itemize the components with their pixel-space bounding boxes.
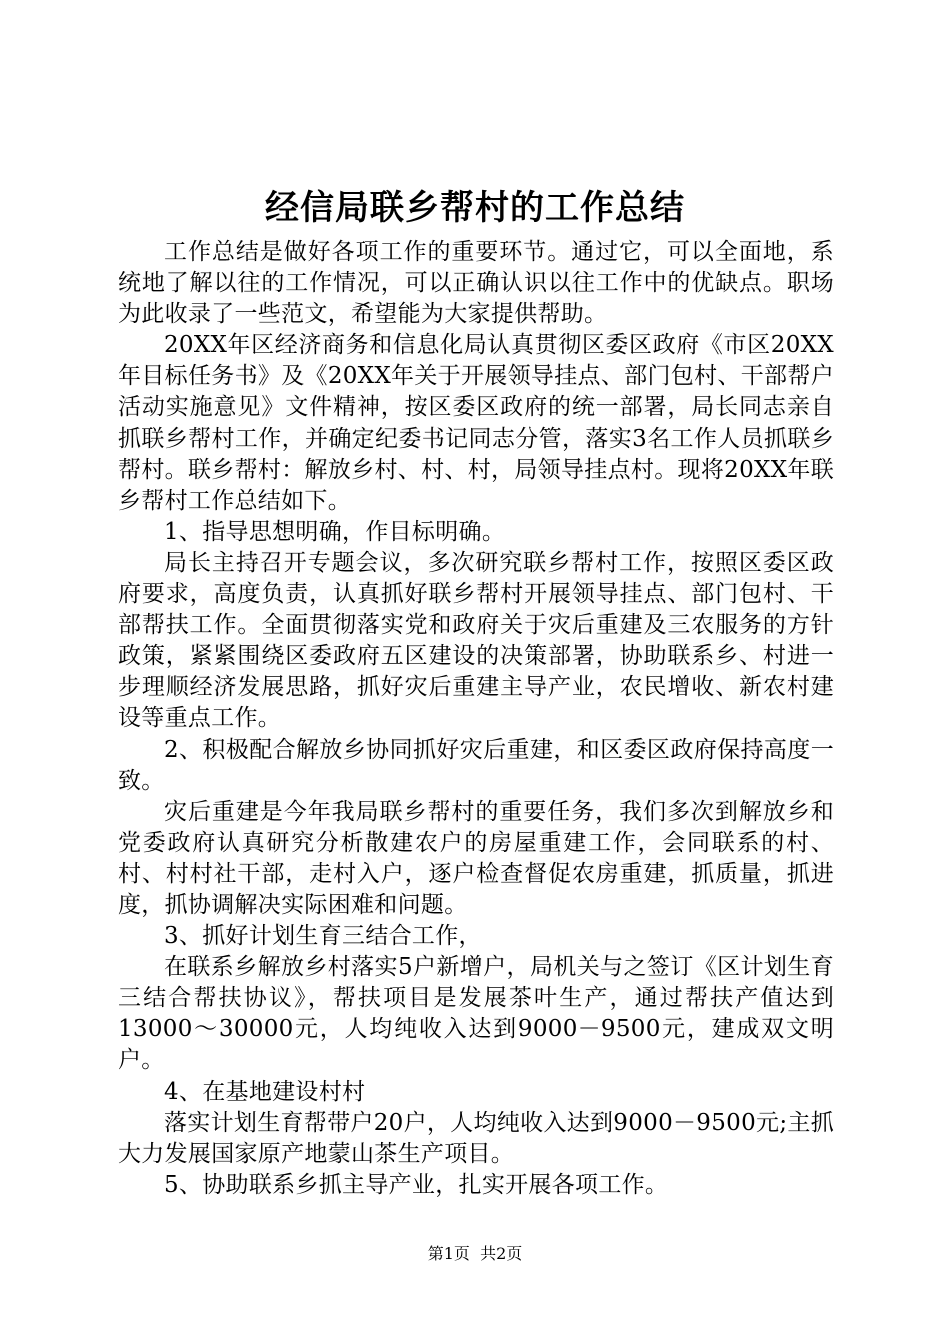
paragraph-section-3: 在联系乡解放乡村落实5户新增户，局机关与之签订《区计划生育三结合帮扶协议》，帮扶项目是发展茶叶生产，通过帮扶产值达到13000～30000元，人均纯收入达到9000－9500元，建成双文明户。	[118, 954, 834, 1074]
page-indicator: 第1页 共2页	[427, 1244, 523, 1263]
section-heading-2: 2、积极配合解放乡协同抓好灾后重建，和区委区政府保持高度一致。	[118, 736, 834, 794]
document-title: 经信局联乡帮村的工作总结	[265, 188, 685, 228]
paragraph-overview: 20XX年区经济商务和信息化局认真贯彻区委区政府《市区20XX年目标任务书》及《20XX年关于开展领导挂点、部门包村、干部帮户活动实施意见》文件精神，按区委区政府的统一部署，局长同志亲自抓联乡帮村工作，并确定纪委书记同志分管，落实3名工作人员抓联乡帮村。联乡帮村：解放乡村、村、村，局领导挂点村。现将20XX年联乡帮村工作总结如下。	[118, 332, 834, 514]
section-heading-1: 1、指导思想明确，作目标明确。	[164, 518, 506, 545]
paragraph-section-2: 灾后重建是今年我局联乡帮村的重要任务，我们多次到解放乡和党委政府认真研究分析散建农户的房屋重建工作，会同联系的村、村、村村社干部，走村入户，逐户检查督促农房重建，抓质量，抓进度，抓协调解决实际困难和问题。	[118, 798, 834, 918]
paragraph-section-1: 局长主持召开专题会议，多次研究联乡帮村工作，按照区委区政府要求，高度负责，认真抓好联乡帮村开展领导挂点、部门包村、干部帮扶工作。全面贯彻落实党和政府关于灾后重建及三农服务的方针政策，紧紧围绕区委政府五区建设的决策部署，协助联系乡、村进一步理顺经济发展思路，抓好灾后重建主导产业，农民增收、新农村建设等重点工作。	[118, 549, 834, 732]
section-heading-4: 4、在基地建设村村	[164, 1078, 366, 1105]
page-footer	[0, 1244, 950, 1264]
paragraph-intro: 工作总结是做好各项工作的重要环节。通过它，可以全面地，系统地了解以往的工作情况，可以正确认识以往工作中的优缺点。职场为此收录了一些范文，希望能为大家提供帮助。	[118, 239, 834, 328]
paragraph-section-4: 落实计划生育帮带户20户，人均纯收入达到9000－9500元;主抓大力发展国家原产地蒙山茶生产项目。	[118, 1109, 834, 1167]
section-heading-5: 5、协助联系乡抓主导产业，扎实开展各项工作。	[164, 1171, 669, 1198]
section-heading-3: 3、抓好计划生育三结合工作，	[164, 923, 482, 950]
document-body	[118, 237, 834, 1201]
